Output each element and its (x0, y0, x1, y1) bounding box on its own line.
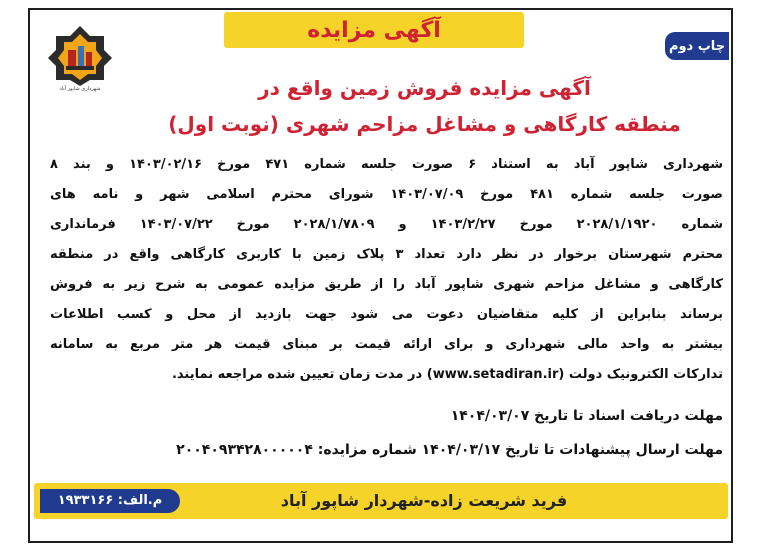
notice-banner (224, 12, 524, 48)
notice-title-line-2: منطقه کارگاهی و مشاغل مزاحم شهری (نوبت اول) (168, 112, 681, 136)
edition-label: چاپ دوم (668, 38, 726, 54)
body-line: بیشتر به واحد مالی شهرداری و برای ارائه قیمت بر مبنای قیمت هر متر مربع به سامانه (50, 337, 723, 352)
proposals-deadline: مهلت ارسال پیشنهادات تا تاریخ ۱۴۰۴/۰۳/۱۷ شماره مزایده: ۲۰۰۴۰۹۳۴۲۸۰۰۰۰۰۴ (176, 442, 723, 458)
logo-caption: شهرداری شاپور آباد (59, 86, 101, 92)
banner-title: آگهی مزایده (307, 17, 441, 43)
notice-title-line-1: آگهی مزایده فروش زمین واقع در (258, 76, 591, 100)
signer-name: فرید شریعت زاده-شهردار شاپور آباد (280, 491, 568, 510)
notice-body (50, 150, 723, 390)
notice-footer (34, 483, 728, 519)
body-line: کارگاهی و مشاغل مزاحم شهری شاپور آباد را از طریق مزایده عمومی به شرح زیر به فروش (50, 277, 723, 292)
body-line: شهرداری شاپور آباد به استناد ۶ صورت جلسه شماره ۴۷۱ مورخ ۱۴۰۳/۰۲/۱۶ و بند ۸ (50, 157, 723, 172)
reference-badge: م.الف: ۱۹۳۳۱۶۶ (40, 489, 180, 513)
municipality-logo (44, 22, 116, 94)
edition-badge (665, 32, 729, 60)
body-line: محترم شهرستان برخوار در نظر دارد تعداد ۳ پلاک زمین با کاربری کارگاهی واقع در منطقه (50, 247, 723, 262)
documents-deadline: مهلت دریافت اسناد تا تاریخ ۱۴۰۴/۰۳/۰۷ (450, 408, 723, 424)
body-line: صورت جلسه شماره ۴۸۱ مورخ ۱۴۰۳/۰۷/۰۹ شورای محترم اسلامی شهر و نامه های (50, 187, 723, 202)
municipality-emblem-icon (44, 22, 116, 86)
body-line: شماره ۲۰۲۸/۱/۱۹۲۰ مورخ ۱۴۰۳/۲/۲۷ و ۲۰۲۸/۱/۷۸۰۹ مورخ ۱۴۰۳/۰۷/۲۲ فرمانداری (50, 217, 723, 232)
body-line: برساند بنابراین از کلیه متقاضیان دعوت می شود جهت بازدید از محل و کسب اطلاعات (50, 307, 723, 322)
body-line: تدارکات الکترونیک دولت (www.setadiran.ir) در مدت زمان تعیین شده مراجعه نمایند. (171, 367, 723, 382)
